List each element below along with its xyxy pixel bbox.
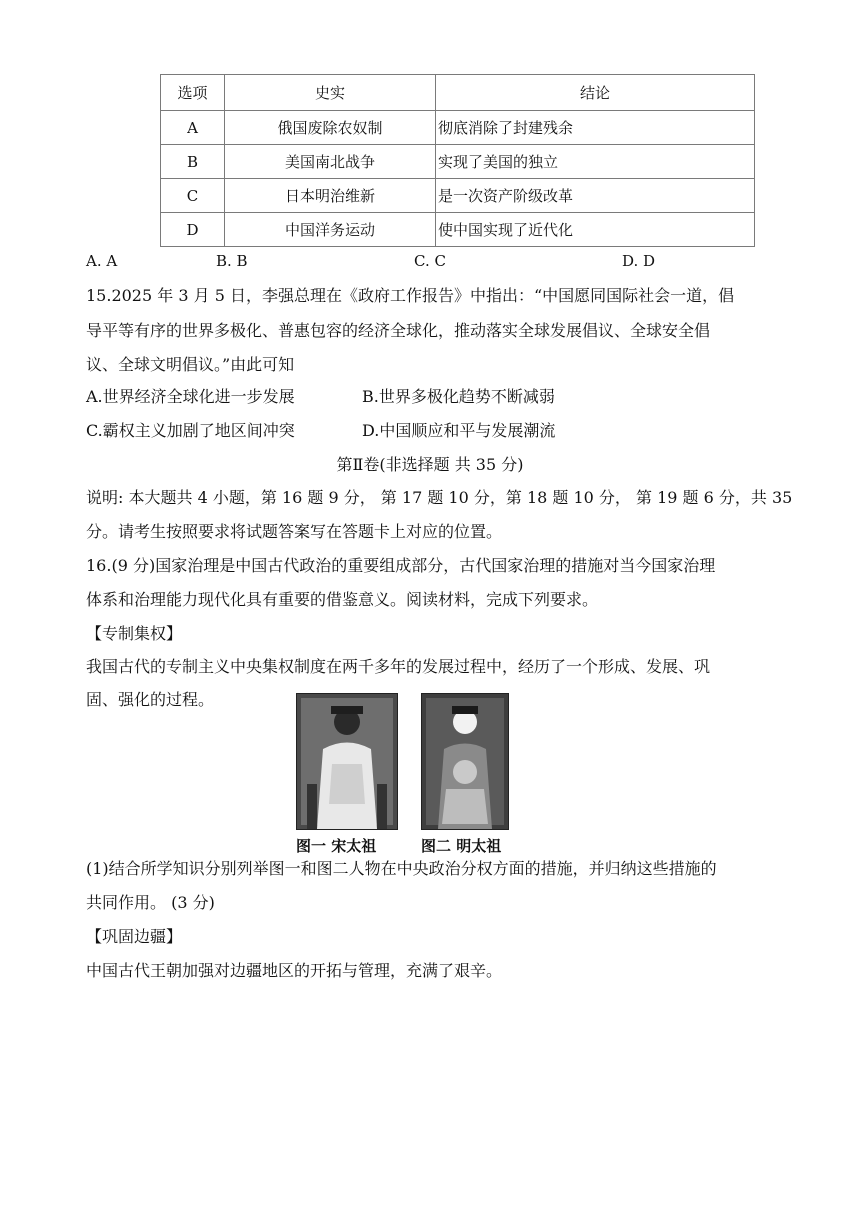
section-note-line: 说明: 本大题共 4 小题，第 16 题 9 分， 第 17 题 10 分，第 18 题 10 分， 第 19 题 6 分，共 35 xyxy=(86,488,793,507)
table-cell: B xyxy=(161,145,225,179)
ming-taizu-portrait-image xyxy=(421,693,509,830)
table-cell: C xyxy=(161,179,225,213)
table-cell: 实现了美国的独立 xyxy=(436,145,755,179)
q16-intro-line: 体系和治理能力现代化具有重要的借鉴意义。阅读材料，完成下列要求。 xyxy=(86,590,599,609)
heading-frontier: 【巩固边疆】 xyxy=(86,927,183,946)
figure-caption-2: 图二 明太祖 xyxy=(421,837,502,855)
table-header-cell: 选项 xyxy=(161,75,225,111)
paragraph-line: 我国古代的专制主义中央集权制度在两千多年的发展过程中，经历了一个形成、发展、巩 xyxy=(86,657,711,676)
table-cell: 俄国废除农奴制 xyxy=(225,111,436,145)
table-row xyxy=(161,213,755,247)
table-header-cell: 结论 xyxy=(436,75,755,111)
paragraph-line: 中国古代王朝加强对边疆地区的开拓与管理，充满了艰辛。 xyxy=(86,961,503,980)
table-cell: 使中国实现了近代化 xyxy=(436,213,755,247)
table-row xyxy=(161,111,755,145)
options-table xyxy=(160,74,755,247)
table-cell: 是一次资产阶级改革 xyxy=(436,179,755,213)
table-cell: 美国南北战争 xyxy=(225,145,436,179)
q15-line: 导平等有序的世界多极化、普惠包容的经济全球化，推动落实全球发展倡议、全球安全倡 xyxy=(86,321,711,340)
figure-caption-1: 图一 宋太祖 xyxy=(296,837,377,855)
table-header-row xyxy=(161,75,755,111)
table-cell: D xyxy=(161,213,225,247)
song-taizu-portrait-image xyxy=(296,693,398,830)
answer-choice-c[interactable]: C. C xyxy=(414,252,446,270)
q15-option-c[interactable]: C.霸权主义加剧了地区间冲突 xyxy=(86,421,295,440)
q15-line: 议、全球文明倡议。”由此可知 xyxy=(86,355,295,374)
q15-option-b[interactable]: B.世界多极化趋势不断减弱 xyxy=(362,387,555,406)
table-header-cell: 史实 xyxy=(225,75,436,111)
paragraph-line: 固、强化的过程。 xyxy=(86,690,215,709)
q15-option-d[interactable]: D.中国顺应和平与发展潮流 xyxy=(362,421,556,440)
table-cell: 彻底消除了封建残余 xyxy=(436,111,755,145)
section-title: 第Ⅱ卷(非选择题 共 35 分) xyxy=(336,455,524,474)
table-row xyxy=(161,179,755,213)
q16-intro-line: 16.(9 分)国家治理是中国古代政治的重要组成部分，古代国家治理的措施对当今国家治理 xyxy=(86,556,716,575)
table-cell: A xyxy=(161,111,225,145)
sub-question-line: (1)结合所学知识分别列举图一和图二人物在中央政治分权方面的措施，并归纳这些措施的 xyxy=(86,859,717,878)
answer-choice-d[interactable]: D. D xyxy=(622,252,656,270)
table-cell: 中国洋务运动 xyxy=(225,213,436,247)
answer-choice-a[interactable]: A. A xyxy=(86,252,118,270)
table-row xyxy=(161,145,755,179)
answer-choice-b[interactable]: B. B xyxy=(216,252,248,270)
heading-centralization: 【专制集权】 xyxy=(86,624,183,643)
q15-line: 15.2025 年 3 月 5 日，李强总理在《政府工作报告》中指出：“中国愿同国际社会一道，倡 xyxy=(86,286,735,305)
section-note-line: 分。请考生按照要求将试题答案写在答题卡上对应的位置。 xyxy=(86,522,503,541)
table-cell: 日本明治维新 xyxy=(225,179,436,213)
sub-question-line: 共同作用。 (3 分) xyxy=(86,893,215,912)
q15-option-a[interactable]: A.世界经济全球化进一步发展 xyxy=(86,387,295,406)
